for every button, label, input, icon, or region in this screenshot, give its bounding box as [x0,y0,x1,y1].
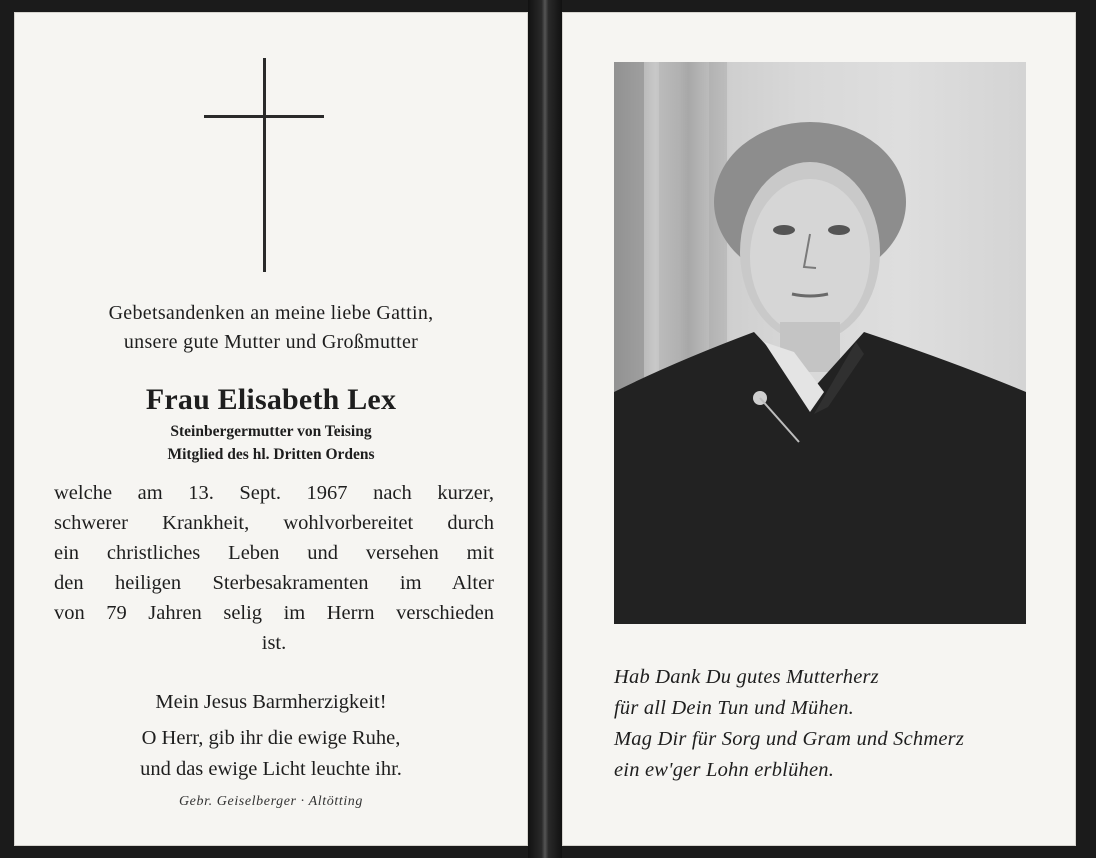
left-card [14,12,528,846]
printer-credit: Gebr. Geiselberger · Altötting [178,794,364,809]
subtitle-line: Mitglied des hl. Dritten Ordens [167,446,375,463]
body-text [54,478,494,658]
body-line: von 79 Jahren selig im Herrn verschieden [54,602,494,624]
body-line: ein christliches Leben und versehen mit [54,542,494,564]
prayer-line: O Herr, gib ihr die ewige Ruhe, [141,727,401,749]
intro-text [14,299,528,357]
portrait-photo [614,62,1026,624]
intro-line: unsere gute Mutter und Großmutter [123,331,419,353]
body-line: ist. [261,632,287,654]
card-fold [528,0,562,858]
verse-line: ein ew'ger Lohn erblühen. [614,759,835,781]
verse [614,662,1054,786]
subtitle-line: Steinbergermutter von Teising [170,423,372,440]
portrait-icon [614,62,1026,624]
verse-line: Hab Dank Du gutes Mutterherz [614,666,879,688]
body-line: schwerer Krankheit, wohlvorbereitet durch [54,512,494,534]
right-card [562,12,1076,846]
prayer-line: und das ewige Licht leuchte ihr. [140,758,402,780]
verse-line: Mag Dir für Sorg und Gram und Schmerz [614,728,965,750]
prayer-line: Mein Jesus Barmherzigkeit! [155,691,387,713]
deceased-name: Frau Elisabeth Lex [145,383,397,416]
body-line: welche am 13. Sept. 1967 nach kurzer, [54,482,494,504]
intro-line: Gebetsandenken an meine liebe Gattin, [108,302,434,324]
body-line: den heiligen Sterbesakramenten im Alter [54,572,494,594]
prayer [14,687,528,785]
verse-line: für all Dein Tun und Mühen. [614,697,855,719]
subtitle [14,420,528,466]
cross-icon [204,58,324,272]
